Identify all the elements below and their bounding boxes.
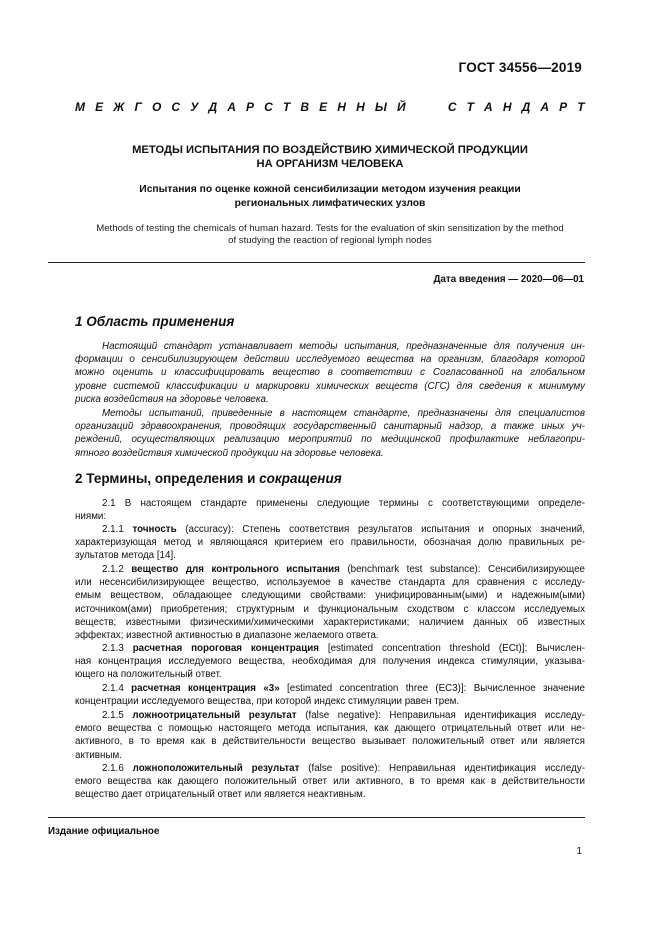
text-line: активным. (75, 749, 122, 761)
text-line: Настоящий стандарт устанавливает методы испытания, предназначенные для получения ин- (102, 341, 585, 352)
term-2-1-3 (75, 642, 585, 682)
term-first-line (75, 563, 585, 576)
term-number: 2.1.2 (102, 564, 132, 575)
banner-letter: Р (246, 100, 255, 114)
text-line: вещество дает отрицательный ответ или является неактивным. (75, 789, 366, 801)
term-number: 2.1.1 (102, 524, 133, 535)
introduction-date: Дата введения — 2020—06—01 (433, 274, 584, 285)
text-line: Методы испытаний, приведенные в настоящем стандарте, предназначены для специалистов (102, 408, 585, 419)
text-line: риска воздействия на здоровье человека. (75, 393, 269, 405)
term-first-line (75, 709, 585, 722)
banner-letter: С (264, 100, 273, 114)
text-line: ниями: (75, 511, 107, 523)
banner-letter: Ы (374, 100, 387, 114)
banner-letter: Н (337, 100, 346, 114)
term-name: ложноотрицательный результат (132, 710, 297, 721)
page-number: 1 (576, 846, 582, 857)
banner-letter: А (540, 100, 550, 114)
banner-letter: Т (466, 100, 474, 114)
text-line: ятного воздействия химической продукции на здоровье человека. (75, 447, 384, 459)
text-line: емым веществом, обладающее следующими свойствами: унифицированным(ыми) и надежным(ыми) (75, 590, 585, 602)
banner-letter: Е (319, 100, 328, 114)
document-title: МЕТОДЫ ИСПЫТАНИЯ ПО ВОЗДЕЙСТВИЮ ХИМИЧЕСКОЙ ПРОДУКЦИИ НА ОРГАНИЗМ ЧЕЛОВЕКА (132, 144, 528, 170)
banner-letter: Д (208, 100, 218, 114)
text-line: организаций здравоохранения, проводящих государственный санитарный надзор, а также иных уч- (75, 421, 585, 433)
banner-letter: С (447, 100, 457, 114)
term-definition-start: (benchmark test substance): Сенсибилизирующее (339, 564, 585, 575)
term-number: 2.1.4 (102, 683, 132, 694)
term-first-line (75, 762, 585, 775)
banner-letter: Ж (113, 100, 125, 114)
text-line: можно оценить и классифицировать вещество в соответствии с Согласованной на глобальном (75, 367, 585, 379)
text-line: эффектах; известной активностью в диапазоне желаемого ответа. (75, 630, 379, 642)
banner-letter: О (151, 100, 162, 114)
text-line: реждений, осуществляющих реализацию мероприятий по медицинской профилактике неблагопри- (75, 434, 585, 446)
section-1-paragraph-1 (75, 340, 585, 406)
banner-letter: Р (559, 100, 568, 114)
text-line: уровне системой классификации и маркировки химических веществ (СГС) для сведения к минимуму (75, 380, 585, 392)
text-line: емого вещества с помощью настоящего метода испытания, как дающего отрицательный ответ или не- (75, 723, 585, 735)
term-2-1-5 (75, 709, 585, 762)
text-line: или несенсибилизирующее вещество, используемое в качестве стандарта для сравнения с исследу- (75, 577, 585, 589)
text-line: источником(ами) приобретения; структурным и функциональным сходством с классом исследуемых (75, 603, 585, 615)
term-2-1-6 (75, 762, 585, 802)
text-line: активного, в то время как в действительности вещество вызывает положительный ответ или является (75, 736, 585, 748)
term-2-1-2 (75, 563, 585, 642)
text-line: ная концентрация исследуемого вещества, необходимая для получения индекса стимуляции, указыва- (75, 656, 585, 668)
official-edition-label: Издание официальное (48, 826, 160, 837)
text-line: характеризующая метод и являющаяся критерием его правильности, обозначая долю правильных ре- (75, 537, 585, 549)
term-number: 2.1.5 (102, 710, 133, 721)
text-line: формации о сенсибилизирующем действии исследуемого вещества на организм, благодаря которой (75, 354, 585, 366)
term-name: расчетная концентрация «3» (131, 683, 280, 694)
document-subtitle: Испытания по оценке кожной сенсибилизации методом изучения реакции региональных лимфатических узлов (139, 184, 521, 209)
banner-letter: Т (577, 100, 585, 114)
banner-letter: Г (134, 100, 142, 114)
section-2-heading: 2 Термины, определения и сокращения (75, 471, 342, 486)
banner-letter: С (171, 100, 181, 114)
text-line: концентрации исследуемого вещества, при которой индекс стимуляции равен трем. (75, 696, 460, 708)
top-divider (48, 262, 585, 263)
text-line: зультатов метода [14]. (75, 550, 176, 562)
banner-letter: Н (502, 100, 512, 114)
bottom-divider (48, 817, 585, 818)
text-line: 2.1 В настоящем стандарте применены следующие термины с соответствующими определе- (102, 498, 585, 509)
banner-letter: Й (396, 100, 406, 114)
term-definition-start: [estimated concentration threshold (ECt)]: Вычислен- (318, 643, 585, 654)
banner-letter: Н (356, 100, 365, 114)
term-number: 2.1.3 (102, 643, 133, 654)
term-name: точность (132, 524, 177, 535)
english-title: Methods of testing the chemicals of human hazard. Tests for the evaluation of skin sensitization by the method of studying the reaction of regional lymph nodes (96, 223, 564, 246)
banner-letter: Е (95, 100, 104, 114)
standard-number: ГОСТ 34556—2019 (458, 60, 582, 75)
term-name: вещество для контрольного испытания (131, 564, 340, 575)
term-definition-start: (false negative): Неправильная идентификация исследу- (296, 710, 586, 721)
clause-2-1 (75, 497, 585, 523)
text-line: ющего на положительный ответ. (75, 669, 222, 681)
term-definition-start: [estimated concentration three (EC3)]: Вычисленное значение (279, 683, 585, 694)
term-number: 2.1.6 (102, 763, 133, 774)
section-1-paragraph-2 (75, 407, 585, 460)
section-1-heading: 1 Область применения (75, 314, 235, 329)
term-first-line (75, 682, 585, 695)
term-2-1-4 (75, 682, 585, 708)
term-definition-start: (false positive): Неправильная идентификация исследу- (299, 763, 585, 774)
banner-letter: А (227, 100, 236, 114)
banner-letter: В (300, 100, 310, 114)
term-definition-start: (accuracy): Степень соответствия результатов испытания и опорных значений, (176, 524, 585, 535)
term-first-line (75, 642, 585, 655)
text-line: веществ; известными физическими/химическими характеристиками; наличием данных об известных (75, 616, 585, 628)
term-name: ложноположительный результат (132, 763, 300, 774)
term-first-line (75, 523, 585, 536)
interstate-standard-banner (75, 100, 585, 114)
term-2-1-1 (75, 523, 585, 563)
term-name: расчетная пороговая концентрация (132, 643, 319, 654)
banner-letter: М (75, 100, 85, 114)
banner-letter: Т (282, 100, 291, 114)
banner-letter: А (484, 100, 493, 114)
banner-letter: Д (521, 100, 531, 114)
text-line: емого вещества как дающего положительный ответ или активного, в то время как в действительности (75, 776, 585, 788)
banner-letter: У (190, 100, 199, 114)
